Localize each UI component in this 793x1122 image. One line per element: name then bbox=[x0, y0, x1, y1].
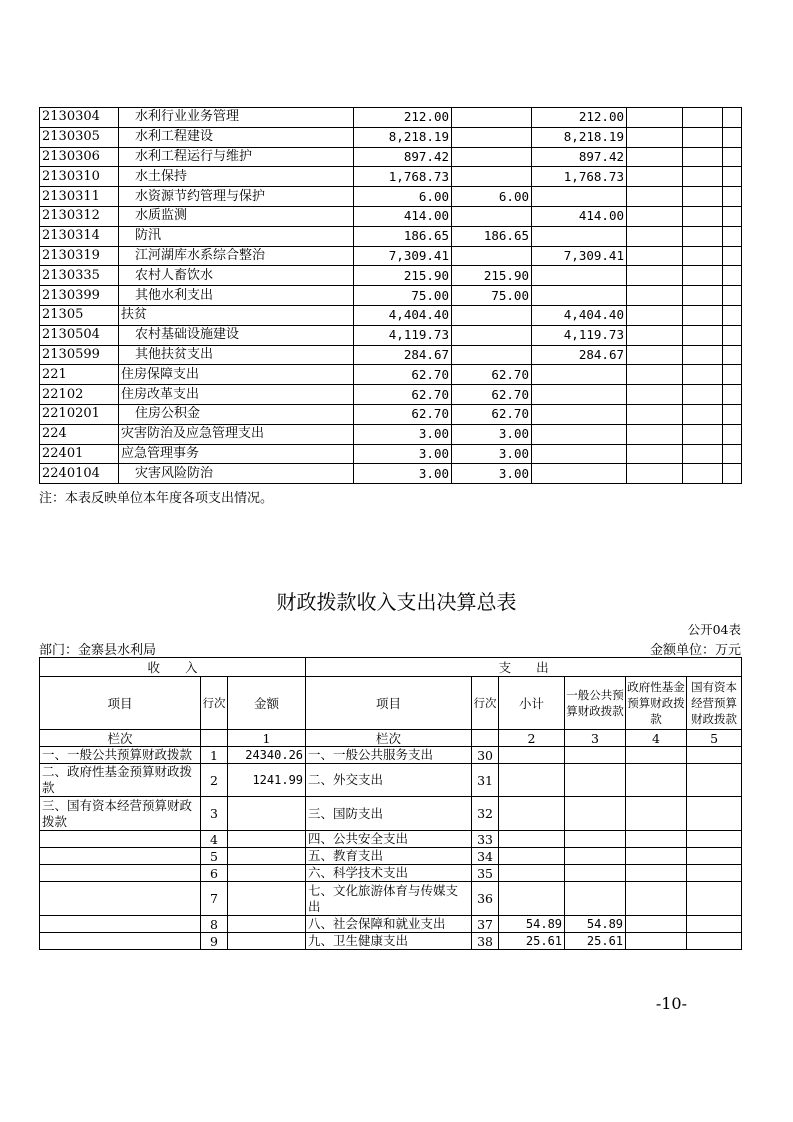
code-cell: 2130335 bbox=[40, 266, 119, 286]
empty-cell bbox=[627, 404, 683, 424]
column-index-1: 1 bbox=[228, 730, 306, 747]
gov-fund-cell bbox=[626, 831, 687, 848]
empty-cell bbox=[683, 226, 723, 246]
total-cell: 284.67 bbox=[354, 345, 452, 365]
name-cell: 其他扶贫支出 bbox=[119, 345, 354, 365]
table-row bbox=[40, 108, 742, 128]
state-capital-cell bbox=[687, 865, 742, 882]
project-expense-cell bbox=[532, 464, 627, 484]
report-title: 财政拨款收入支出决算总表 bbox=[276, 590, 517, 614]
income-item-cell bbox=[40, 848, 201, 865]
total-cell: 3.00 bbox=[354, 424, 452, 444]
name-cell: 水利行业业务管理 bbox=[119, 108, 354, 128]
empty-cell bbox=[627, 365, 683, 385]
code-cell: 2240104 bbox=[40, 464, 119, 484]
column-index-row bbox=[40, 730, 742, 747]
income-amount-cell bbox=[228, 882, 306, 916]
code-cell: 2130310 bbox=[40, 167, 119, 187]
income-item-cell bbox=[40, 882, 201, 916]
empty-cell bbox=[627, 246, 683, 266]
income-item-cell: 一、一般公共预算财政拨款 bbox=[40, 747, 201, 764]
column-header-row bbox=[40, 677, 742, 730]
empty-cell bbox=[627, 305, 683, 325]
code-cell: 2130311 bbox=[40, 187, 119, 207]
total-cell: 7,309.41 bbox=[354, 246, 452, 266]
name-cell: 水利工程运行与维护 bbox=[119, 147, 354, 167]
project-expense-cell bbox=[532, 187, 627, 207]
project-expense-cell bbox=[532, 226, 627, 246]
empty-cell bbox=[683, 187, 723, 207]
project-expense-cell: 7,309.41 bbox=[532, 246, 627, 266]
empty-cell bbox=[683, 108, 723, 128]
column-index-cell bbox=[472, 730, 499, 747]
income-row-no-cell: 7 bbox=[201, 882, 228, 916]
empty-cell bbox=[723, 246, 742, 266]
income-amount-cell: 1241.99 bbox=[228, 764, 306, 797]
total-cell: 212.00 bbox=[354, 108, 452, 128]
empty-cell bbox=[683, 424, 723, 444]
income-amount-cell bbox=[228, 831, 306, 848]
table-row bbox=[40, 325, 742, 345]
expense-item-cell: 一、一般公共服务支出 bbox=[306, 747, 472, 764]
empty-cell bbox=[627, 286, 683, 306]
table-row bbox=[40, 266, 742, 286]
total-cell: 62.70 bbox=[354, 365, 452, 385]
subtotal-cell bbox=[499, 865, 565, 882]
state-capital-cell bbox=[687, 933, 742, 950]
empty-cell bbox=[683, 286, 723, 306]
name-cell: 水土保持 bbox=[119, 167, 354, 187]
empty-cell bbox=[627, 127, 683, 147]
project-expense-cell: 4,119.73 bbox=[532, 325, 627, 345]
basic-expense-cell bbox=[452, 206, 532, 226]
name-cell: 住房改革支出 bbox=[119, 385, 354, 405]
gov-fund-cell bbox=[626, 848, 687, 865]
code-cell: 2210201 bbox=[40, 404, 119, 424]
table-row bbox=[40, 444, 742, 464]
empty-cell bbox=[723, 147, 742, 167]
total-cell: 6.00 bbox=[354, 187, 452, 207]
table-row bbox=[40, 882, 742, 916]
basic-expense-cell: 3.00 bbox=[452, 464, 532, 484]
project-expense-cell: 8,218.19 bbox=[532, 127, 627, 147]
general-budget-cell bbox=[565, 865, 626, 882]
basic-expense-cell: 75.00 bbox=[452, 286, 532, 306]
subtotal-header: 小计 bbox=[499, 677, 565, 730]
table-row bbox=[40, 404, 742, 424]
name-cell: 水利工程建设 bbox=[119, 127, 354, 147]
expense-row-no-cell: 32 bbox=[472, 797, 499, 831]
code-cell: 2130319 bbox=[40, 246, 119, 266]
empty-cell bbox=[627, 345, 683, 365]
empty-cell bbox=[627, 147, 683, 167]
income-item-cell bbox=[40, 916, 201, 933]
basic-expense-cell: 215.90 bbox=[452, 266, 532, 286]
empty-cell bbox=[683, 404, 723, 424]
total-cell: 3.00 bbox=[354, 464, 452, 484]
empty-cell bbox=[723, 365, 742, 385]
basic-expense-cell: 62.70 bbox=[452, 385, 532, 405]
empty-cell bbox=[723, 345, 742, 365]
expense-row-no-cell: 31 bbox=[472, 764, 499, 797]
name-cell: 应急管理事务 bbox=[119, 444, 354, 464]
column-index-5: 5 bbox=[687, 730, 742, 747]
general-budget-cell bbox=[565, 831, 626, 848]
form-code: 公开04表 bbox=[687, 622, 741, 637]
code-cell: 2130399 bbox=[40, 286, 119, 306]
empty-cell bbox=[723, 187, 742, 207]
expense-row-no-cell: 30 bbox=[472, 747, 499, 764]
income-amount-cell: 24340.26 bbox=[228, 747, 306, 764]
project-expense-cell bbox=[532, 385, 627, 405]
expense-item-cell: 八、社会保障和就业支出 bbox=[306, 916, 472, 933]
expense-row-no-cell: 36 bbox=[472, 882, 499, 916]
code-cell: 2130599 bbox=[40, 345, 119, 365]
empty-cell bbox=[627, 108, 683, 128]
empty-cell bbox=[683, 305, 723, 325]
subtotal-cell: 25.61 bbox=[499, 933, 565, 950]
code-cell: 2130312 bbox=[40, 206, 119, 226]
income-section-header: 收 入 bbox=[40, 658, 306, 677]
empty-cell bbox=[627, 464, 683, 484]
empty-cell bbox=[723, 206, 742, 226]
income-row-no-header: 行次 bbox=[201, 677, 228, 730]
empty-cell bbox=[723, 404, 742, 424]
expense-item-cell: 七、文化旅游体育与传媒支出 bbox=[306, 882, 472, 916]
basic-expense-cell: 6.00 bbox=[452, 187, 532, 207]
code-cell: 2130504 bbox=[40, 325, 119, 345]
name-cell: 灾害风险防治 bbox=[119, 464, 354, 484]
basic-expense-cell: 3.00 bbox=[452, 424, 532, 444]
income-amount-cell bbox=[228, 865, 306, 882]
name-cell: 水资源节约管理与保护 bbox=[119, 187, 354, 207]
empty-cell bbox=[683, 167, 723, 187]
subtotal-cell bbox=[499, 747, 565, 764]
code-cell: 2130305 bbox=[40, 127, 119, 147]
state-capital-cell bbox=[687, 882, 742, 916]
gov-fund-cell bbox=[626, 797, 687, 831]
column-index-label-2: 栏次 bbox=[306, 730, 472, 747]
basic-expense-cell bbox=[452, 345, 532, 365]
project-expense-cell: 4,404.40 bbox=[532, 305, 627, 325]
table-row bbox=[40, 127, 742, 147]
basic-expense-cell: 186.65 bbox=[452, 226, 532, 246]
table-row bbox=[40, 424, 742, 444]
empty-cell bbox=[723, 444, 742, 464]
total-cell: 62.70 bbox=[354, 385, 452, 405]
gov-fund-cell bbox=[626, 747, 687, 764]
basic-expense-cell bbox=[452, 325, 532, 345]
income-item-header: 项目 bbox=[40, 677, 201, 730]
general-budget-cell bbox=[565, 882, 626, 916]
basic-expense-cell bbox=[452, 167, 532, 187]
expense-item-cell: 九、卫生健康支出 bbox=[306, 933, 472, 950]
empty-cell bbox=[627, 424, 683, 444]
total-cell: 4,119.73 bbox=[354, 325, 452, 345]
state-capital-cell bbox=[687, 848, 742, 865]
total-cell: 8,218.19 bbox=[354, 127, 452, 147]
state-capital-cell bbox=[687, 831, 742, 848]
expenditure-detail-table bbox=[39, 107, 742, 484]
total-cell: 414.00 bbox=[354, 206, 452, 226]
table-row bbox=[40, 747, 742, 764]
expense-row-no-cell: 33 bbox=[472, 831, 499, 848]
empty-cell bbox=[723, 385, 742, 405]
column-index-3: 3 bbox=[565, 730, 626, 747]
project-expense-cell: 414.00 bbox=[532, 206, 627, 226]
column-index-label: 栏次 bbox=[40, 730, 201, 747]
project-expense-cell: 1,768.73 bbox=[532, 167, 627, 187]
name-cell: 其他水利支出 bbox=[119, 286, 354, 306]
empty-cell bbox=[627, 167, 683, 187]
expense-item-cell: 四、公共安全支出 bbox=[306, 831, 472, 848]
expense-item-cell: 五、教育支出 bbox=[306, 848, 472, 865]
empty-cell bbox=[723, 108, 742, 128]
name-cell: 扶贫 bbox=[119, 305, 354, 325]
gov-fund-cell bbox=[626, 764, 687, 797]
income-row-no-cell: 3 bbox=[201, 797, 228, 831]
code-cell: 21305 bbox=[40, 305, 119, 325]
table-row bbox=[40, 848, 742, 865]
code-cell: 2130314 bbox=[40, 226, 119, 246]
general-budget-cell bbox=[565, 848, 626, 865]
name-cell: 住房保障支出 bbox=[119, 365, 354, 385]
income-row-no-cell: 1 bbox=[201, 747, 228, 764]
table-row bbox=[40, 831, 742, 848]
empty-cell bbox=[683, 266, 723, 286]
project-expense-cell bbox=[532, 404, 627, 424]
gov-fund-cell bbox=[626, 882, 687, 916]
table-row bbox=[40, 865, 742, 882]
code-cell: 221 bbox=[40, 365, 119, 385]
income-row-no-cell: 6 bbox=[201, 865, 228, 882]
expense-row-no-cell: 38 bbox=[472, 933, 499, 950]
income-row-no-cell: 5 bbox=[201, 848, 228, 865]
name-cell: 农村基础设施建设 bbox=[119, 325, 354, 345]
name-cell: 防汛 bbox=[119, 226, 354, 246]
name-cell: 水质监测 bbox=[119, 206, 354, 226]
subtotal-cell bbox=[499, 848, 565, 865]
empty-cell bbox=[627, 325, 683, 345]
amount-unit-label: 金额单位：万元 bbox=[649, 643, 741, 658]
table-row bbox=[40, 764, 742, 797]
project-expense-cell bbox=[532, 286, 627, 306]
gov-fund-header: 政府性基金预算财政拨款 bbox=[626, 677, 687, 730]
name-cell: 灾害防治及应急管理支出 bbox=[119, 424, 354, 444]
subtotal-cell bbox=[499, 831, 565, 848]
basic-expense-cell: 62.70 bbox=[452, 365, 532, 385]
expense-item-cell: 六、科学技术支出 bbox=[306, 865, 472, 882]
empty-cell bbox=[723, 424, 742, 444]
expense-row-no-header: 行次 bbox=[472, 677, 499, 730]
empty-cell bbox=[683, 246, 723, 266]
project-expense-cell bbox=[532, 266, 627, 286]
empty-cell bbox=[627, 444, 683, 464]
empty-cell bbox=[627, 187, 683, 207]
project-expense-cell: 897.42 bbox=[532, 147, 627, 167]
empty-cell bbox=[723, 127, 742, 147]
subtotal-cell bbox=[499, 882, 565, 916]
subtotal-cell bbox=[499, 764, 565, 797]
gov-fund-cell bbox=[626, 865, 687, 882]
expense-row-no-cell: 35 bbox=[472, 865, 499, 882]
name-cell: 农村人畜饮水 bbox=[119, 266, 354, 286]
income-item-cell: 二、政府性基金预算财政拨款 bbox=[40, 764, 201, 797]
income-item-cell bbox=[40, 865, 201, 882]
expense-item-cell: 二、外交支出 bbox=[306, 764, 472, 797]
income-item-cell: 三、国有资本经营预算财政拨款 bbox=[40, 797, 201, 831]
income-amount-cell bbox=[228, 933, 306, 950]
basic-expense-cell bbox=[452, 108, 532, 128]
table-row bbox=[40, 365, 742, 385]
empty-cell bbox=[683, 464, 723, 484]
table-row bbox=[40, 464, 742, 484]
general-budget-cell bbox=[565, 797, 626, 831]
department-label: 部门：金寨县水利局 bbox=[39, 643, 157, 658]
empty-cell bbox=[683, 385, 723, 405]
empty-cell bbox=[627, 385, 683, 405]
code-cell: 22401 bbox=[40, 444, 119, 464]
empty-cell bbox=[683, 345, 723, 365]
empty-cell bbox=[683, 365, 723, 385]
empty-cell bbox=[683, 147, 723, 167]
basic-expense-cell bbox=[452, 147, 532, 167]
expense-row-no-cell: 34 bbox=[472, 848, 499, 865]
general-budget-cell: 25.61 bbox=[565, 933, 626, 950]
general-budget-header: 一般公共预算财政拨款 bbox=[565, 677, 626, 730]
table-row bbox=[40, 187, 742, 207]
total-cell: 186.65 bbox=[354, 226, 452, 246]
expense-row-no-cell: 37 bbox=[472, 916, 499, 933]
fiscal-summary-table bbox=[39, 657, 742, 950]
income-amount-cell bbox=[228, 848, 306, 865]
income-row-no-cell: 8 bbox=[201, 916, 228, 933]
code-cell: 2130306 bbox=[40, 147, 119, 167]
table-note: 注：本表反映单位本年度各项支出情况。 bbox=[39, 491, 274, 506]
project-expense-cell: 212.00 bbox=[532, 108, 627, 128]
income-item-cell bbox=[40, 933, 201, 950]
table-row bbox=[40, 933, 742, 950]
table-row bbox=[40, 226, 742, 246]
empty-cell bbox=[627, 206, 683, 226]
project-expense-cell bbox=[532, 444, 627, 464]
subtotal-cell: 54.89 bbox=[499, 916, 565, 933]
empty-cell bbox=[683, 127, 723, 147]
empty-cell bbox=[683, 444, 723, 464]
name-cell: 住房公积金 bbox=[119, 404, 354, 424]
general-budget-cell bbox=[565, 747, 626, 764]
income-amount-header: 金额 bbox=[228, 677, 306, 730]
section-header-row bbox=[40, 658, 742, 677]
empty-cell bbox=[723, 286, 742, 306]
page-number: -10- bbox=[655, 994, 687, 1013]
column-index-4: 4 bbox=[626, 730, 687, 747]
basic-expense-cell bbox=[452, 246, 532, 266]
column-index-2: 2 bbox=[499, 730, 565, 747]
total-cell: 215.90 bbox=[354, 266, 452, 286]
general-budget-cell: 54.89 bbox=[565, 916, 626, 933]
total-cell: 3.00 bbox=[354, 444, 452, 464]
empty-cell bbox=[683, 206, 723, 226]
table-row bbox=[40, 286, 742, 306]
code-cell: 224 bbox=[40, 424, 119, 444]
gov-fund-cell bbox=[626, 933, 687, 950]
project-expense-cell: 284.67 bbox=[532, 345, 627, 365]
total-cell: 4,404.40 bbox=[354, 305, 452, 325]
table-row bbox=[40, 305, 742, 325]
expense-item-header: 项目 bbox=[306, 677, 472, 730]
empty-cell bbox=[723, 464, 742, 484]
income-row-no-cell: 4 bbox=[201, 831, 228, 848]
table-row bbox=[40, 246, 742, 266]
table-row bbox=[40, 206, 742, 226]
total-cell: 1,768.73 bbox=[354, 167, 452, 187]
income-amount-cell bbox=[228, 916, 306, 933]
total-cell: 62.70 bbox=[354, 404, 452, 424]
income-amount-cell bbox=[228, 797, 306, 831]
basic-expense-cell bbox=[452, 127, 532, 147]
empty-cell bbox=[723, 226, 742, 246]
empty-cell bbox=[723, 167, 742, 187]
general-budget-cell bbox=[565, 764, 626, 797]
empty-cell bbox=[683, 325, 723, 345]
name-cell: 江河湖库水系综合整治 bbox=[119, 246, 354, 266]
empty-cell bbox=[723, 266, 742, 286]
state-capital-cell bbox=[687, 764, 742, 797]
table-row bbox=[40, 797, 742, 831]
table-row bbox=[40, 385, 742, 405]
column-index-cell bbox=[201, 730, 228, 747]
project-expense-cell bbox=[532, 365, 627, 385]
project-expense-cell bbox=[532, 424, 627, 444]
empty-cell bbox=[627, 226, 683, 246]
income-row-no-cell: 9 bbox=[201, 933, 228, 950]
basic-expense-cell bbox=[452, 305, 532, 325]
state-capital-cell bbox=[687, 916, 742, 933]
total-cell: 897.42 bbox=[354, 147, 452, 167]
income-row-no-cell: 2 bbox=[201, 764, 228, 797]
empty-cell bbox=[627, 266, 683, 286]
subtotal-cell bbox=[499, 797, 565, 831]
expense-item-cell: 三、国防支出 bbox=[306, 797, 472, 831]
gov-fund-cell bbox=[626, 916, 687, 933]
code-cell: 22102 bbox=[40, 385, 119, 405]
table-row bbox=[40, 916, 742, 933]
table-row bbox=[40, 167, 742, 187]
state-capital-header: 国有资本经营预算财政拨款 bbox=[687, 677, 742, 730]
state-capital-cell bbox=[687, 747, 742, 764]
total-cell: 75.00 bbox=[354, 286, 452, 306]
basic-expense-cell: 3.00 bbox=[452, 444, 532, 464]
state-capital-cell bbox=[687, 797, 742, 831]
expense-section-header: 支 出 bbox=[306, 658, 742, 677]
table-row bbox=[40, 345, 742, 365]
income-item-cell bbox=[40, 831, 201, 848]
empty-cell bbox=[723, 325, 742, 345]
empty-cell bbox=[723, 305, 742, 325]
basic-expense-cell: 62.70 bbox=[452, 404, 532, 424]
table-row bbox=[40, 147, 742, 167]
code-cell: 2130304 bbox=[40, 108, 119, 128]
